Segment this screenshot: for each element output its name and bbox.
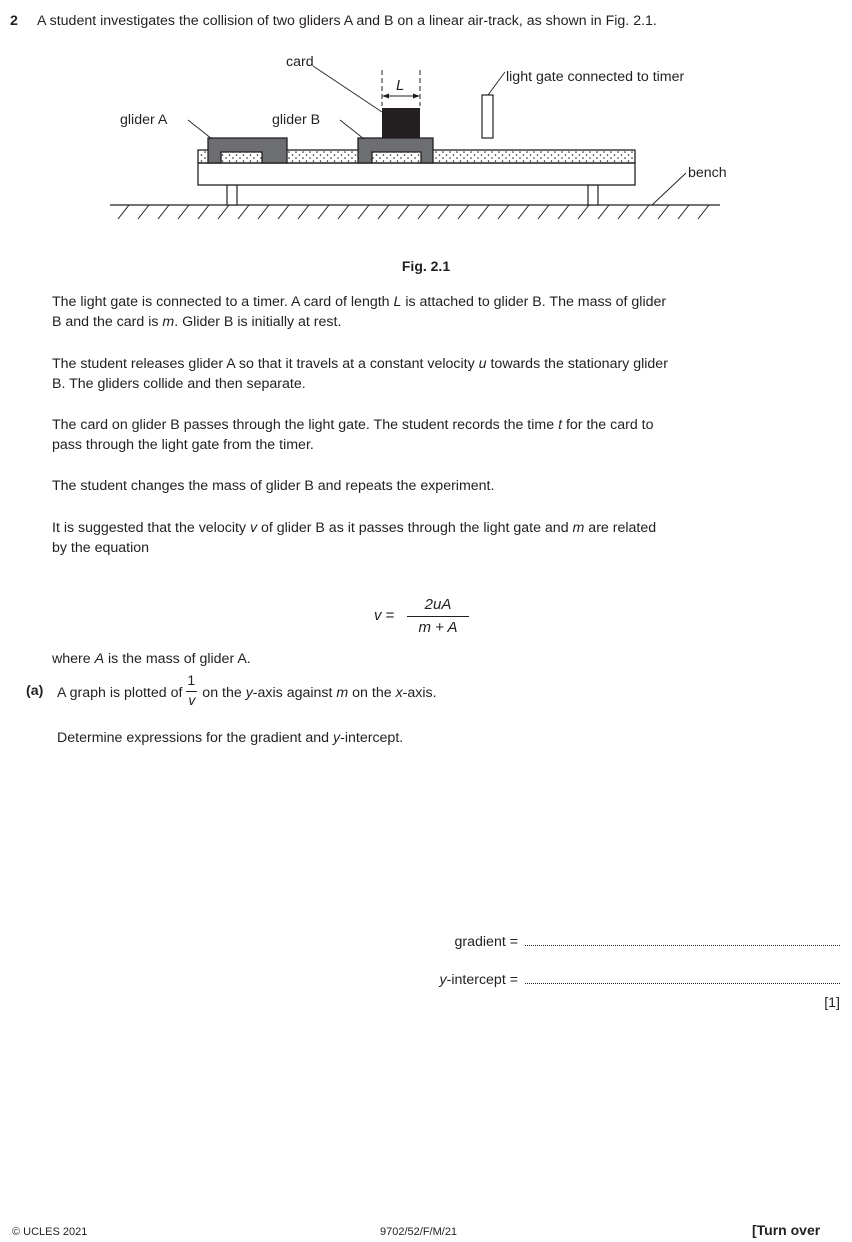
equation-denominator: m + A [418,619,458,636]
glider-b-label: glider B [272,112,321,128]
footer-copyright: © UCLES 2021 [12,1226,88,1238]
question-header: A student investigates the collision of two gliders A and B on a linear air-track, as shown in Fig. 2.1. [37,13,657,29]
paragraph-card-timing: The card on glider B passes through the light gate. The student records the time t for the card to pass through the light gate from the timer. [52,417,654,453]
equation-numerator: 2uA [424,596,452,613]
glider-a-label: glider A [120,112,168,128]
card-label: card [286,54,314,70]
paragraph-repeat: The student changes the mass of glider B and repeats the experiment. [52,478,495,494]
velocity-equation: v = 2uA m + A [360,590,500,644]
question-number: 2 [10,13,18,29]
one-over-v-fraction: $\frac{1}{v}$ [187,672,196,708]
glider-a-leader [188,120,212,139]
footer-paper-code: 9702/52/F/M/21 [380,1226,458,1238]
paragraph-light-gate: The light gate is connected to a timer. A card of length L is attached to glider B. The mass of glider B and the card is m. Glider B is initially at rest. [52,294,667,330]
equation-fraction-bar [407,616,469,617]
bench-leader [652,173,686,205]
light-gate-label: light gate connected to timer [506,69,685,85]
card [382,108,420,138]
marks-allocation: [1] [824,995,840,1011]
figure-2-1-diagram [0,0,852,250]
track-leg-right [588,185,598,205]
track-leg-left [227,185,237,205]
paragraph-relation: It is suggested that the velocity v of glider B as it passes through the light gate and m are related by the equation [52,520,657,556]
y-intercept-answer-line[interactable] [525,981,840,984]
paragraph-release: The student releases glider A so that it travels at a constant velocity u towards the stationary glider B. The gliders collide and then separate. [52,356,668,392]
part-a-statement: A graph is plotted of $\frac{1}{v}$ on the y-axis against m on the x-axis. [57,672,437,708]
air-track-base [198,163,635,185]
part-a-instruction: Determine expressions for the gradient and y-intercept. [57,730,404,746]
card-length-arrow-left [382,94,389,99]
part-a-label: (a) [26,683,44,699]
bench-label: bench [688,165,727,181]
paragraph-where: where A is the mass of glider A. [52,651,251,667]
light-gate [482,95,493,138]
card-length-label: L [396,77,405,94]
gradient-label: gradient = [454,934,518,950]
gradient-answer-line[interactable] [525,943,840,946]
footer-turn-over: [Turn over [752,1222,821,1238]
card-leader [313,66,382,112]
ground-hatching [118,205,709,219]
card-length-arrow-right [413,94,420,99]
figure-caption: Fig. 2.1 [401,258,451,274]
glider-b-leader [340,120,364,139]
y-intercept-label: y-intercept = [439,972,518,988]
light-gate-leader [488,72,505,95]
